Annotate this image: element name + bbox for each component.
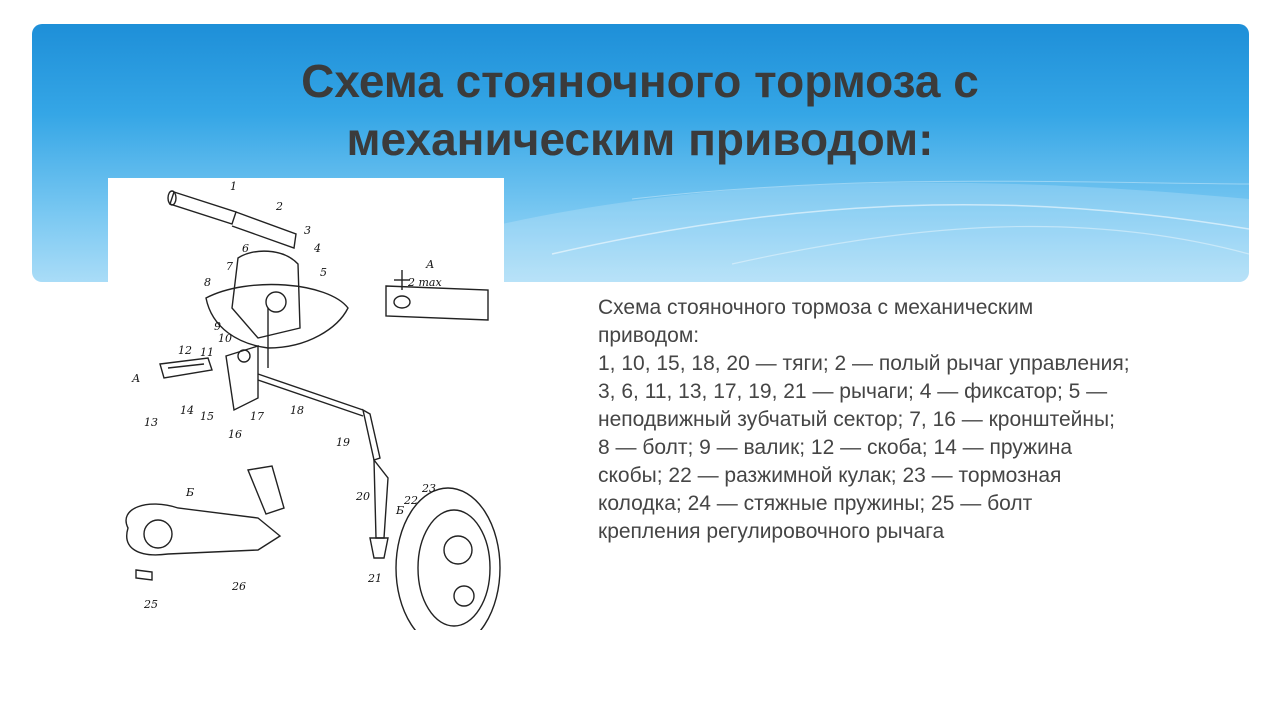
label-6: 6 bbox=[242, 242, 249, 255]
brake-diagram bbox=[108, 178, 504, 630]
caption-line: колодка; 24 — стяжные пружины; 25 — болт bbox=[598, 492, 1033, 515]
view-label-a-top: А bbox=[426, 258, 435, 271]
label-19: 19 bbox=[336, 436, 350, 449]
label-14: 14 bbox=[180, 404, 194, 417]
caption-line: неподвижный зубчатый сектор; 7, 16 — кронштейны; bbox=[598, 408, 1115, 431]
label-4: 4 bbox=[314, 242, 321, 255]
part-labels bbox=[131, 180, 442, 611]
view-label-b-left: Б bbox=[186, 486, 195, 499]
label-23: 23 bbox=[422, 482, 436, 495]
caption-line: скобы; 22 — разжимной кулак; 23 — тормозная bbox=[598, 464, 1062, 487]
label-16: 16 bbox=[228, 428, 242, 441]
label-15: 15 bbox=[200, 410, 214, 423]
label-1: 1 bbox=[230, 180, 237, 193]
label-5: 5 bbox=[320, 266, 327, 279]
label-18: 18 bbox=[290, 404, 304, 417]
label-25: 25 bbox=[144, 598, 158, 611]
caption-line: 8 — болт; 9 — валик; 12 — скоба; 14 — пружина bbox=[598, 436, 1073, 459]
caption-line: 1, 10, 15, 18, 20 — тяги; 2 — полый рычаг управления; bbox=[598, 352, 1130, 375]
label-13: 13 bbox=[144, 416, 158, 429]
caption-line: приводом: bbox=[598, 324, 700, 347]
label-7: 7 bbox=[226, 260, 233, 273]
label-9: 9 bbox=[214, 320, 221, 333]
dimension-label: 2 max bbox=[408, 276, 442, 289]
label-10: 10 bbox=[218, 332, 232, 345]
caption-line: крепления регулировочного рычага bbox=[598, 520, 945, 543]
label-22: 22 bbox=[404, 494, 418, 507]
label-20: 20 bbox=[356, 490, 370, 503]
view-label-b-arrow: Б bbox=[396, 504, 405, 517]
caption-text bbox=[598, 294, 1238, 546]
parking-brake-drawing bbox=[108, 178, 504, 630]
slide-title: Схема стояночного тормоза с механическим приводом: bbox=[301, 55, 979, 165]
label-17: 17 bbox=[250, 410, 264, 423]
label-11: 11 bbox=[200, 346, 214, 359]
caption-line: Схема стояночного тормоза с механическим bbox=[598, 296, 1034, 319]
label-26: 26 bbox=[232, 580, 246, 593]
label-8: 8 bbox=[204, 276, 211, 289]
caption-line: 3, 6, 11, 13, 17, 19, 21 — рычаги; 4 — фиксатор; 5 — bbox=[598, 380, 1108, 403]
label-21: 21 bbox=[368, 572, 382, 585]
label-3: 3 bbox=[304, 224, 311, 237]
label-12: 12 bbox=[178, 344, 192, 357]
label-2: 2 bbox=[276, 200, 283, 213]
view-label-a-arrow: А bbox=[132, 372, 141, 385]
